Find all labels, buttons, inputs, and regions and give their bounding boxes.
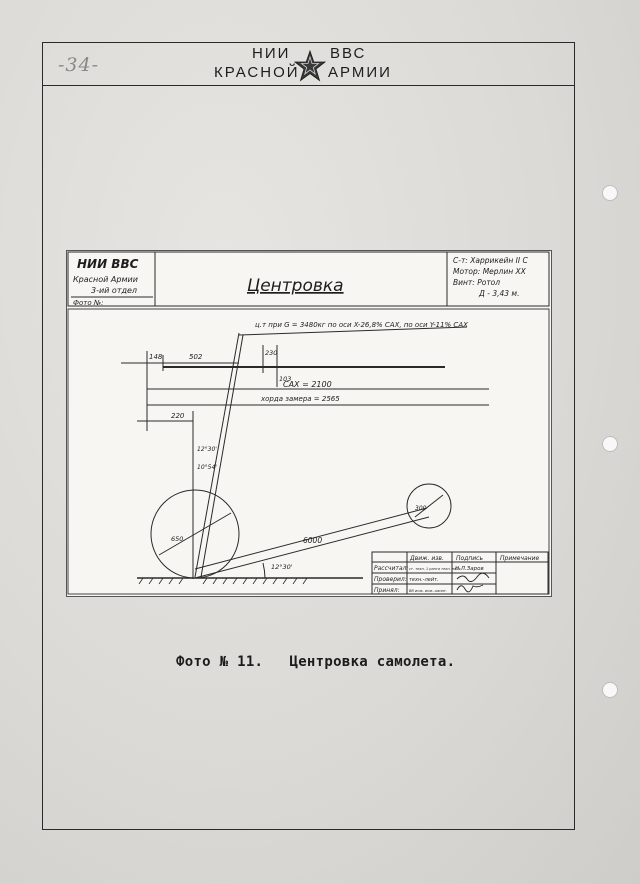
org-line-2: Красной Армии: [73, 275, 138, 284]
stamp-header-2: Подпись: [456, 555, 483, 562]
stamp-who-3: ВВ инж. инж.-капит.: [409, 589, 447, 593]
stamp-who-1: ст. техн. 1 ранга техн. лейт.: [409, 567, 462, 571]
ground-angle: 12°30': [271, 563, 293, 571]
drawing-title: Центровка: [247, 276, 344, 296]
drawing-area: [68, 309, 549, 594]
binder-hole-2: [602, 436, 618, 452]
dim-tail-300: 300: [415, 505, 427, 512]
dim-148: 148: [149, 353, 163, 361]
header-nii: НИИ: [252, 45, 291, 62]
binder-hole-3: [602, 682, 618, 698]
dim-502: 502: [189, 353, 203, 361]
dim-230: 230: [265, 349, 278, 357]
cg-note: ц.т при G = 3480кг по оси X-26,8% CAX, по оси Y-11% CAX: [255, 321, 468, 329]
stamp-role-1: Рассчитал:: [374, 565, 409, 572]
header-krasnoy: КРАСНОЙ: [214, 64, 300, 81]
dim-chord: хорда замера = 2565: [261, 395, 340, 403]
header-divider: [42, 85, 574, 86]
dim-103: 103: [279, 375, 292, 383]
org-photo-label: Фото №:: [73, 299, 104, 307]
signature-mark-2: [457, 573, 489, 581]
org-line-3: 3-ий отдел: [91, 286, 138, 295]
angle-10-54: 10°54': [197, 464, 217, 471]
stamp-header-1: Движ. изв.: [410, 555, 444, 562]
header-vvs: ВВС: [330, 45, 367, 62]
stamp-role-3: Принял:: [374, 587, 400, 594]
centering-diagram-photo: [66, 250, 552, 597]
dim-wheel-650: 650: [171, 535, 184, 543]
signature-mark-3: [457, 585, 483, 592]
org-line-1: НИИ ВВС: [77, 257, 139, 271]
stamp-who-2: техн.-лейт.: [409, 577, 439, 583]
stamp-header-3: Примечание: [500, 555, 540, 562]
red-army-star-icon: [294, 50, 326, 82]
header-armii: АРМИИ: [328, 64, 392, 81]
page-number: -34-: [58, 54, 100, 76]
spec-4: Д - 3,43 м.: [479, 289, 520, 298]
stamp-sign-1: Н.Л.Заров: [455, 566, 484, 572]
spec-2: Мотор: Мерлин ХХ: [453, 267, 526, 276]
dim-220: 220: [171, 412, 185, 420]
spec-1: С-т: Харрикейн II С: [453, 256, 528, 265]
dim-cax: CAX = 2100: [283, 380, 332, 389]
stamp-role-2: Проверил:: [374, 576, 407, 583]
binder-hole-1: [602, 185, 618, 201]
dim-base-6000: 6000: [303, 536, 323, 545]
photo-caption: Фото № 11. Центровка самолета.: [176, 654, 456, 670]
spec-3: Винт: Ротол: [453, 278, 501, 287]
angle-12-30: 12°30': [197, 446, 217, 453]
centering-diagram: [67, 251, 551, 596]
